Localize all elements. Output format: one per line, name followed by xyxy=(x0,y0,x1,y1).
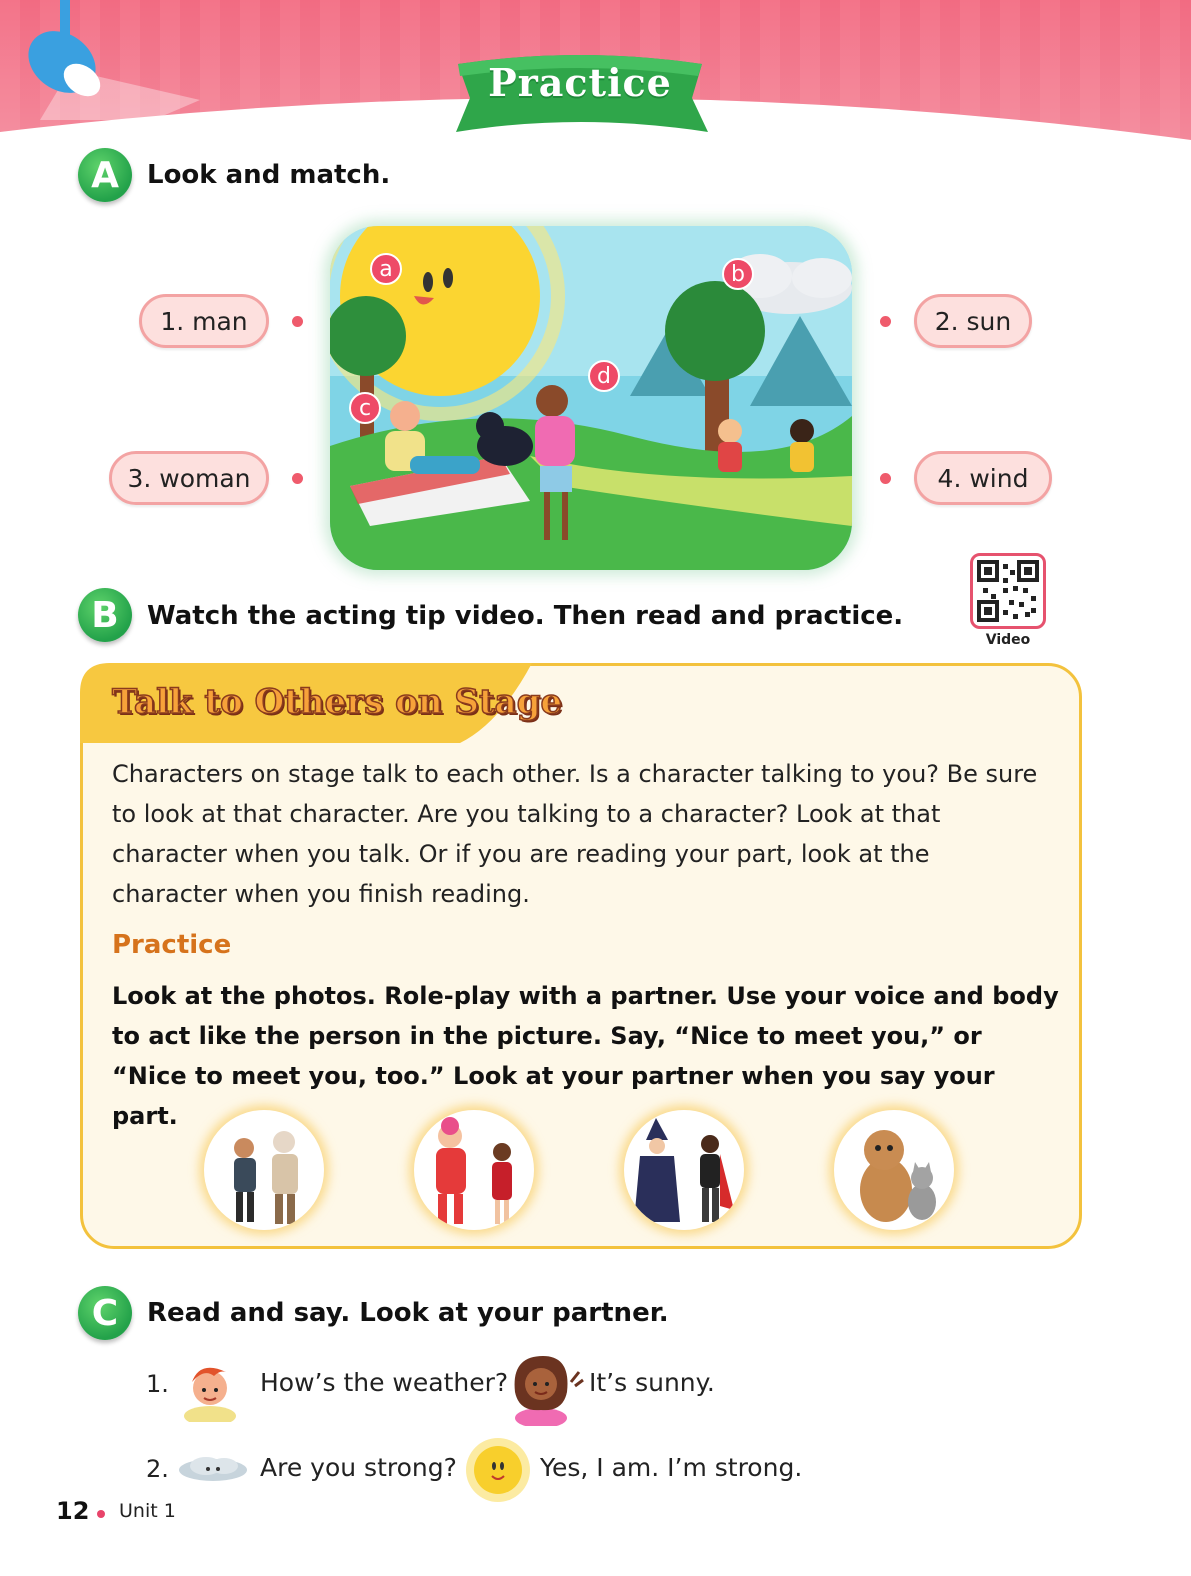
line-2-question: Are you strong? xyxy=(260,1453,457,1482)
park-scene-image xyxy=(330,226,852,570)
tip-practice-heading: Practice xyxy=(112,930,232,960)
section-b-title: Watch the acting tip video. Then read and practice. xyxy=(147,601,904,631)
qr-code-icon xyxy=(973,556,1043,626)
page-number: 12 xyxy=(56,1497,90,1525)
match-dot-woman[interactable] xyxy=(292,473,303,484)
word-pill-sun[interactable]: 2. sun xyxy=(914,294,1032,348)
line-1-question: How’s the weather? xyxy=(260,1368,509,1397)
line-1-number: 1. xyxy=(146,1370,169,1398)
qr-code[interactable] xyxy=(970,553,1046,629)
scene-label-d: d xyxy=(588,360,620,392)
line-2-number: 2. xyxy=(146,1455,169,1483)
word-pill-woman[interactable]: 3. woman xyxy=(109,451,269,505)
cloud-avatar-icon xyxy=(176,1452,250,1484)
match-dot-man[interactable] xyxy=(292,316,303,327)
word-pill-wind[interactable]: 4. wind xyxy=(914,451,1052,505)
man-avatar-icon xyxy=(180,1360,242,1422)
sun-avatar-icon xyxy=(464,1436,532,1504)
line-2-answer: Yes, I am. I’m strong. xyxy=(540,1453,803,1482)
photo-dog-and-cat xyxy=(834,1110,954,1230)
photo-clown-and-girl xyxy=(414,1110,534,1230)
section-c-title: Read and say. Look at your partner. xyxy=(147,1298,669,1328)
word-pill-man[interactable]: 1. man xyxy=(139,294,269,348)
qr-label: Video xyxy=(985,632,1031,648)
line-1-answer: It’s sunny. xyxy=(589,1368,715,1397)
tip-instructions: Look at the photos. Role-play with a partner. Use your voice and body to act like the person in the picture. Say, “Nice to meet you,” or “Nice to meet you, too.” Look at your partner when you say your part. xyxy=(112,982,1059,1130)
section-c-badge: C xyxy=(78,1286,132,1340)
photo-boy-and-grandma xyxy=(204,1110,324,1230)
spotlight-icon xyxy=(0,0,200,120)
scene-label-c: c xyxy=(349,392,381,424)
scene-label-b: b xyxy=(722,258,754,290)
tip-heading: Talk to Others on Stage xyxy=(112,682,563,722)
section-a-title: Look and match. xyxy=(147,160,391,190)
scene-illustration xyxy=(330,226,852,570)
tip-body-text: Characters on stage talk to each other. Is a character talking to you? Be sure to look at that character. Are you talking to a character? Look at that character when you talk. Or if you are reading your part, look at the character when you finish reading. xyxy=(112,760,1038,908)
scene-label-a: a xyxy=(370,253,402,285)
match-dot-wind[interactable] xyxy=(880,473,891,484)
section-a-badge: A xyxy=(78,148,132,202)
section-b-badge: B xyxy=(78,588,132,642)
page-title: Practice xyxy=(488,60,672,105)
footer-separator-dot xyxy=(97,1510,105,1518)
unit-label: Unit 1 xyxy=(119,1500,176,1522)
match-dot-sun[interactable] xyxy=(880,316,891,327)
photo-wizard-and-hero xyxy=(624,1110,744,1230)
woman-avatar-icon xyxy=(507,1352,585,1426)
